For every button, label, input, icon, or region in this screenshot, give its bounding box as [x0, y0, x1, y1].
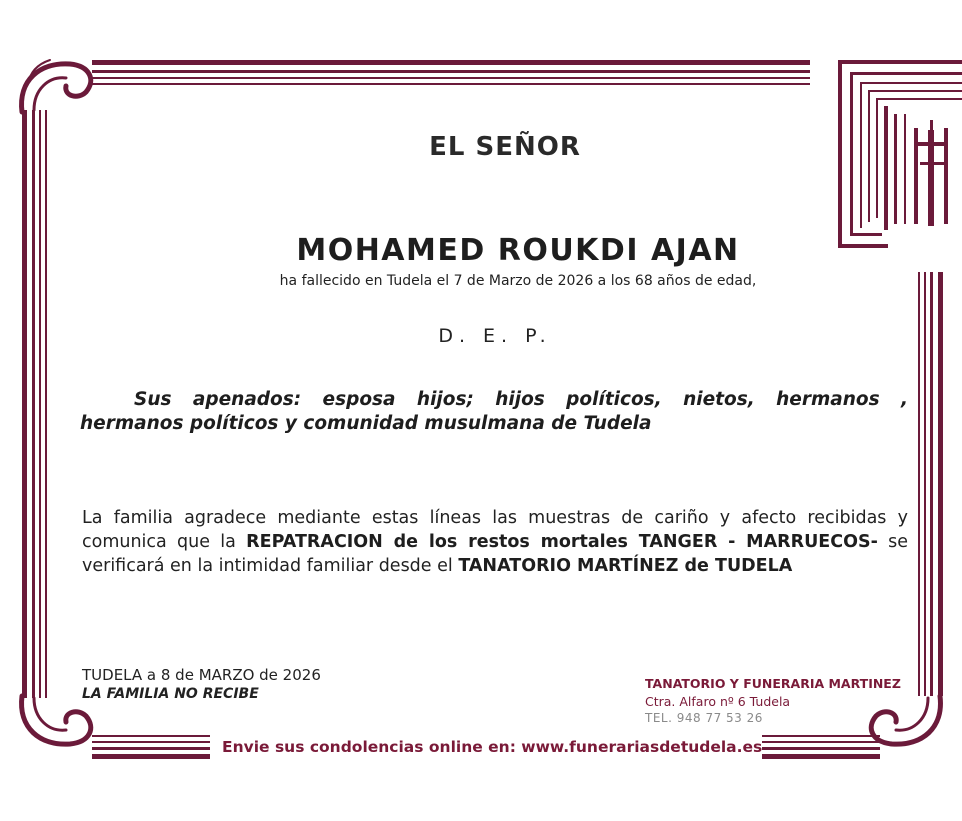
mourners-line-2: hermanos políticos y comunidad musulmana de Tudela	[80, 413, 652, 434]
funeral-home-phone: TEL. 948 77 53 26	[645, 711, 763, 725]
deceased-name: MOHAMED ROUKDI AJAN	[296, 233, 740, 268]
ornate-corner-icon	[871, 696, 940, 744]
funeral-home-name: TANATORIO Y FUNERARIA MARTINEZ	[645, 676, 901, 691]
death-notice: ha fallecido en Tudela el 7 de Marzo de 2026 a los 68 años de edad,	[279, 273, 757, 289]
family-message	[82, 506, 908, 578]
condolences-link[interactable]: Envie sus condolencias online en: www.funerariasdetudela.es	[222, 738, 763, 756]
date-line: TUDELA a 8 de MARZO de 2026	[82, 666, 321, 684]
funeral-home-address: Ctra. Alfaro nº 6 Tudela	[645, 694, 791, 709]
message-text-1: La familia agradece mediante estas líneas las muestras de cariño y afecto recibidas y comunica que la	[82, 508, 908, 552]
no-reception-note: LA FAMILIA NO RECIBE	[82, 686, 259, 702]
message-text-2: se verificará en la intimidad familiar desde el	[82, 532, 909, 576]
ornate-corner-icon	[22, 60, 91, 112]
ornate-corner-icon	[22, 696, 91, 744]
message-bold-1: REPATRACION de los restos mortales TANGER - MARRUECOS-	[246, 532, 878, 552]
dep-text: D. E. P.	[438, 325, 552, 347]
heading: EL SEÑOR	[429, 132, 581, 162]
mourners-line-1: Sus apenados: esposa hijos; hijos políticos, nietos, hermanos ,	[134, 389, 908, 410]
message-bold-2: TANATORIO MARTÍNEZ de TUDELA	[458, 556, 793, 576]
